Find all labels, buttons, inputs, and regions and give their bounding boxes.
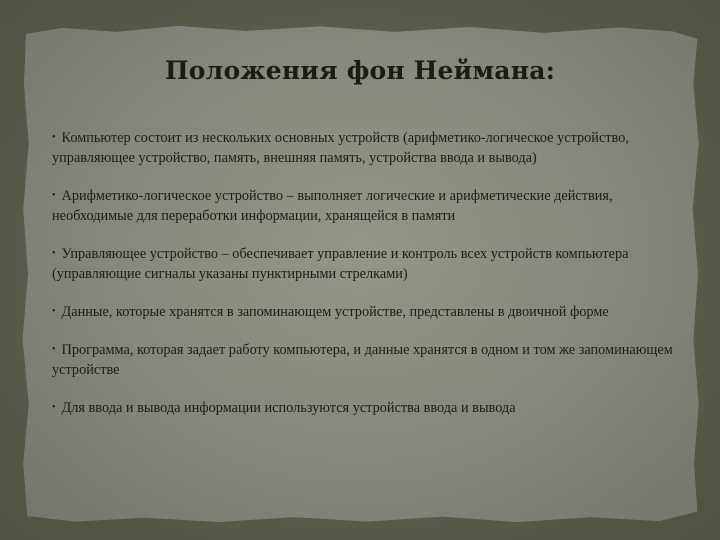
bullet-list — [52, 128, 682, 436]
bullet-icon: • — [52, 402, 56, 413]
bullet-item — [52, 340, 682, 380]
bullet-icon: • — [52, 132, 56, 143]
bullet-item — [52, 186, 682, 226]
bullet-item — [52, 398, 682, 418]
bullet-item — [52, 302, 682, 322]
bullet-icon: • — [52, 190, 56, 201]
bullet-text: Управляющее устройство – обеспечивает управление и контроль всех устройств компьютера (управляющие сигналы указаны пунктирными стрелками) — [52, 246, 629, 282]
bullet-text: Данные, которые хранятся в запоминающем устройстве, представлены в двоичной форме — [61, 304, 609, 320]
bullet-icon: • — [52, 344, 56, 355]
bullet-item — [52, 128, 682, 168]
slide-title: Положения фон Неймана: — [164, 56, 556, 85]
bullet-text: Арифметико-логическое устройство – выполняет логические и арифметические действия, необходимые для переработки информации, хранящейся в памяти — [52, 188, 613, 224]
bullet-text: Для ввода и вывода информации используются устройства ввода и вывода — [61, 400, 516, 416]
bullet-icon: • — [52, 306, 56, 317]
bullet-icon: • — [52, 248, 56, 259]
bullet-text: Программа, которая задает работу компьютера, и данные хранятся в одном и том же запоминающем устройстве — [52, 342, 673, 378]
bullet-item — [52, 244, 682, 284]
bullet-text: Компьютер состоит из нескольких основных устройств (арифметико-логическое устройство, управляющее устройство, память, внешняя память, устройства ввода и вывода) — [52, 130, 629, 166]
